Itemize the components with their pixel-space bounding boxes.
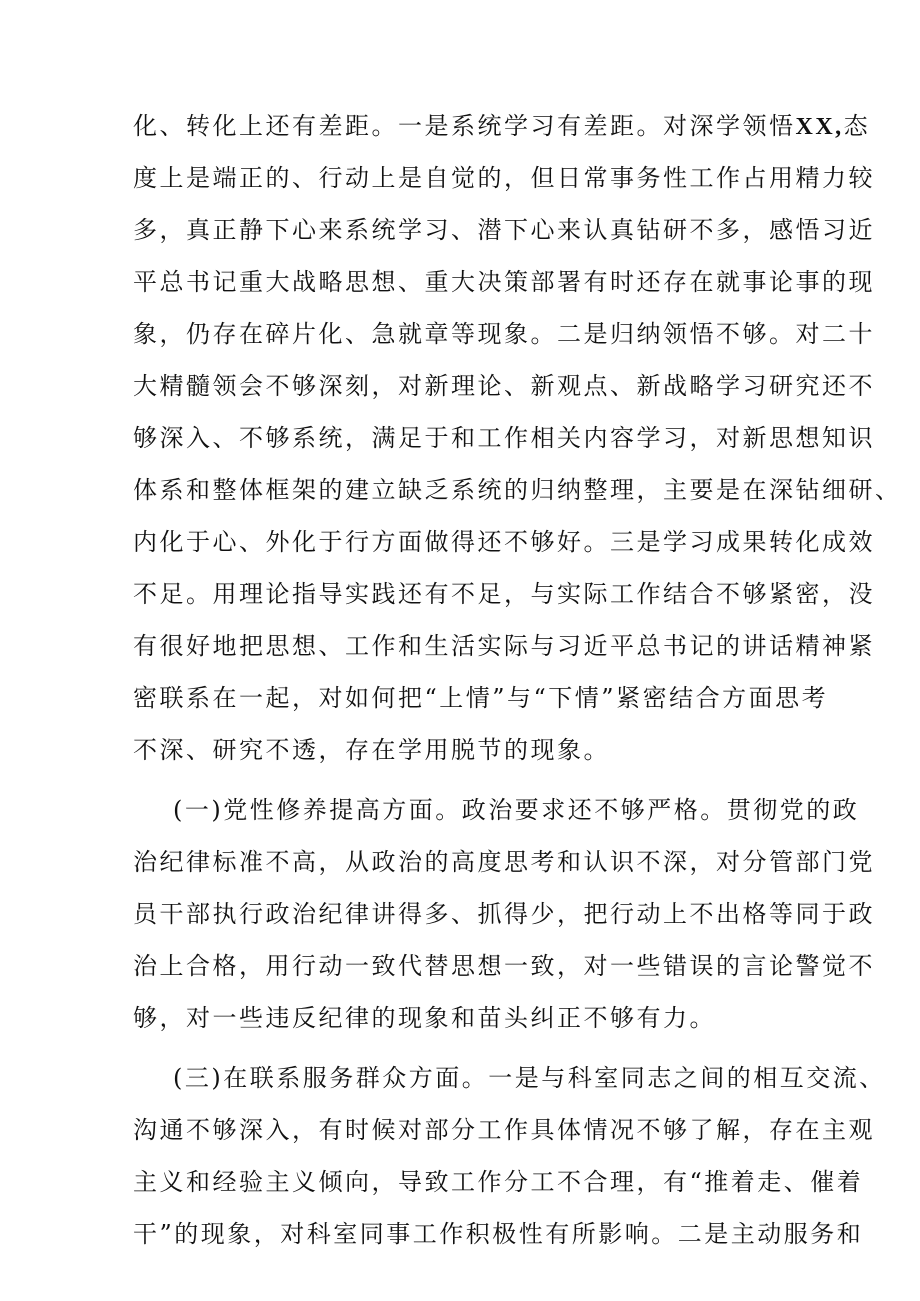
paragraph-1-line-5: 象，仍存在碎片化、急就章等现象。二是归纳领悟不够。对二十	[133, 320, 875, 348]
paragraph-3-line-1: (三)在联系服务群众方面。一是与科室同志之间的相互交流、	[173, 1064, 886, 1092]
paragraph-3-line-2: 沟通不够深入，有时候对部分工作具体情况不够了解，存在主观	[133, 1116, 875, 1144]
paragraph-2-line-4: 治上合格，用行动一致代替思想一致，对一些错误的言论警觉不	[133, 952, 875, 980]
paragraph-1-line-2: 度上是端正的、行动上是自觉的，但日常事务性工作占用精力较	[133, 164, 875, 192]
paragraph-1-line-6: 大精髓领会不够深刻，对新理论、新观点、新战略学习研究还不	[133, 372, 875, 400]
paragraph-1-line-1-tail: 态	[843, 112, 871, 140]
paragraph-1-line-4: 平总书记重大战略思想、重大决策部署有时还存在就事论事的现	[133, 268, 875, 296]
paragraph-2-line-5: 够，对一些违反纪律的现象和苗头纠正不够有力。	[133, 1004, 716, 1032]
paragraph-1-line-1	[133, 100, 871, 152]
paragraph-3-line-3: 主义和经验主义倾向，导致工作分工不合理，有“推着走、催着	[133, 1168, 864, 1196]
paragraph-2-line-3: 员干部执行政治纪律讲得多、抓得少，把行动上不出格等同于政	[133, 900, 875, 928]
paragraph-1-line-8: 体系和整体框架的建立缺乏系统的归纳整理，主要是在深钻细研、	[133, 476, 902, 504]
paragraph-3-line-4: 干”的现象，对科室同事工作积极性有所影响。二是主动服务和	[133, 1220, 864, 1248]
paragraph-1-line-12: 密联系在一起，对如何把“上情”与“下情”紧密结合方面思考	[133, 684, 829, 712]
paragraph-1-line-3: 多，真正静下心来系统学习、潜下心来认真钻研不多，感悟习近	[133, 216, 875, 244]
paragraph-1-line-10: 不足。用理论指导实践还有不足，与实际工作结合不够紧密，没	[133, 580, 875, 608]
paragraph-1-line-11: 有很好地把思想、工作和生活实际与习近平总书记的讲话精神紧	[133, 632, 875, 660]
paragraph-2-line-2: 治纪律标准不高，从政治的高度思考和认识不深，对分管部门党	[133, 848, 875, 876]
paragraph-1-bold-term: XX,	[795, 114, 844, 140]
paragraph-1-line-7: 够深入、不够系统，满足于和工作相关内容学习，对新思想知识	[133, 424, 875, 452]
paragraph-1-line-13: 不深、研究不透，存在学用脱节的现象。	[133, 736, 610, 764]
paragraph-1-line-1-text: 化、转化上还有差距。一是系统学习有差距。对深学领悟	[133, 112, 796, 140]
paragraph-2-line-1: (一)党性修养提高方面。政治要求还不够严格。贯彻党的政	[173, 796, 860, 824]
paragraph-1-line-9: 内化于心、外化于行方面做得还不够好。三是学习成果转化成效	[133, 528, 875, 556]
